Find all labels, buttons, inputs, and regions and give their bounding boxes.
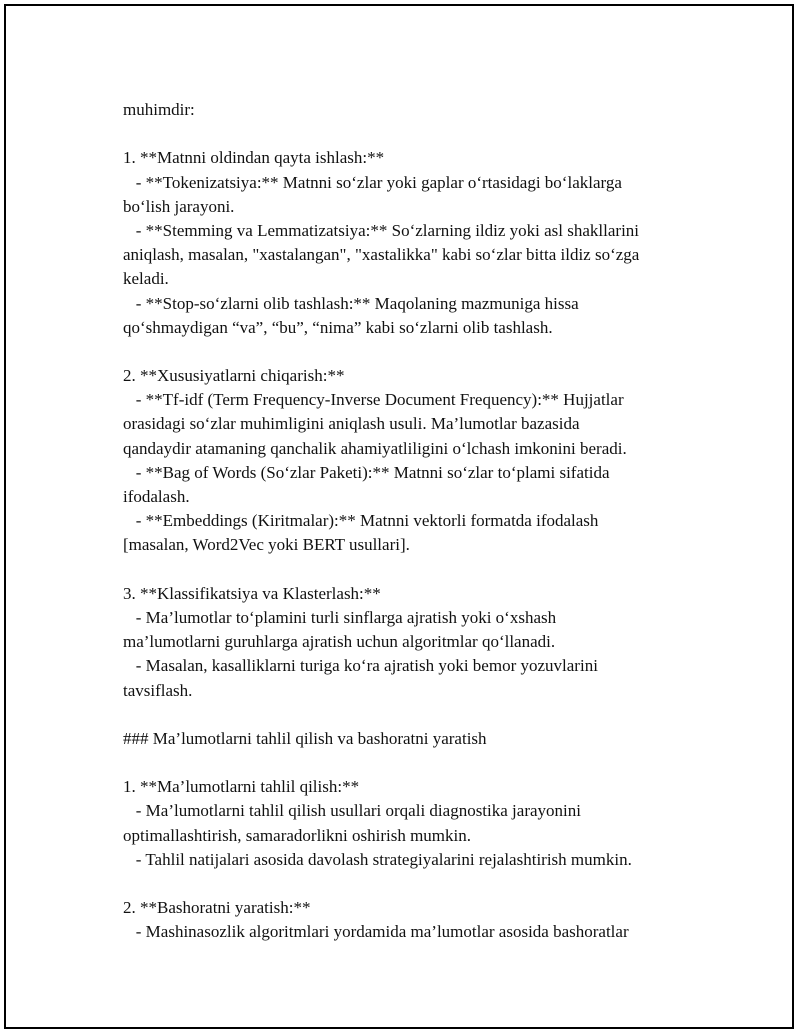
text-line: 2. **Xususiyatlarni chiqarish:** (123, 366, 345, 386)
text-line: - **Embeddings (Kiritmalar):** Matnni vektorli formatda ifodalash (123, 511, 599, 531)
text-line: 2. **Bashoratni yaratish:** (123, 898, 311, 918)
text-line: 3. **Klassifikatsiya va Klasterlash:** (123, 583, 381, 603)
text-line: - **Stop-so‘zlarni olib tashlash:** Maqolaning mazmuniga hissa (123, 293, 579, 313)
text-line: bo‘lish jarayoni. (123, 196, 235, 216)
text-line: ma’lumotlarni guruhlarga ajratish uchun algoritmlar qo‘llanadi. (123, 632, 556, 652)
text-line: - Mashinasozlik algoritmlari yordamida ma’lumotlar asosida bashoratlar (123, 922, 629, 942)
text-line: 1. **Ma’lumotlarni tahlil qilish:** (123, 777, 360, 797)
text-line: keladi. (123, 269, 169, 289)
text-line: ### Ma’lumotlarni tahlil qilish va bashoratni yaratish (123, 728, 487, 748)
blank-line (123, 122, 703, 146)
text-line: optimallashtirish, samaradorlikni oshirish mumkin. (123, 825, 471, 845)
text-line: [masalan, Word2Vec yoki BERT usullari]. (123, 535, 410, 555)
text-line: ifodalash. (123, 487, 190, 506)
text-line: - **Stemming va Lemmatizatsiya:** So‘zlarning ildiz yoki asl shakllarini (123, 220, 640, 240)
document-body (123, 98, 703, 945)
blank-line (123, 340, 703, 364)
blank-line (123, 558, 703, 582)
text-line: orasidagi so‘zlar muhimligini aniqlash usuli. Ma’lumotlar bazasida (123, 414, 580, 434)
text-line: qo‘shmaydigan “va”, “bu”, “nima” kabi so‘zlarni olib tashlash. (123, 317, 553, 337)
text-line: aniqlash, masalan, "xastalangan", "xastalikka" kabi so‘zlar bitta ildiz so‘zga (123, 245, 640, 265)
text-line: qandaydir atamaning qanchalik ahamiyatliligini o‘lchash imkonini beradi. (123, 438, 627, 458)
text-line: - Tahlil natijalari asosida davolash strategiyalarini rejalashtirish mumkin. (123, 849, 632, 869)
text-line: - Masalan, kasalliklarni turiga ko‘ra ajratish yoki bemor yozuvlarini (123, 656, 598, 676)
text-line: - **Bag of Words (So‘zlar Paketi):** Matnni so‘zlar to‘plami sifatida (123, 462, 610, 482)
blank-line (123, 872, 703, 896)
blank-line (123, 751, 703, 775)
text-line: tavsiflash. (123, 680, 193, 700)
page-frame (4, 4, 794, 1029)
text-line: - **Tokenizatsiya:** Matnni so‘zlar yoki gaplar o‘rtasidagi bo‘laklarga (123, 172, 622, 192)
text-line: - Ma’lumotlarni tahlil qilish usullari orqali diagnostika jarayonini (123, 801, 581, 821)
text-line: muhimdir: (123, 100, 195, 119)
text-line: - Ma’lumotlar to‘plamini turli sinflarga ajratish yoki o‘xshash (123, 607, 557, 627)
text-line: - **Tf-idf (Term Frequency-Inverse Document Frequency):** Hujjatlar (123, 390, 624, 410)
text-line: 1. **Matnni oldindan qayta ishlash:** (123, 148, 385, 168)
blank-line (123, 703, 703, 727)
